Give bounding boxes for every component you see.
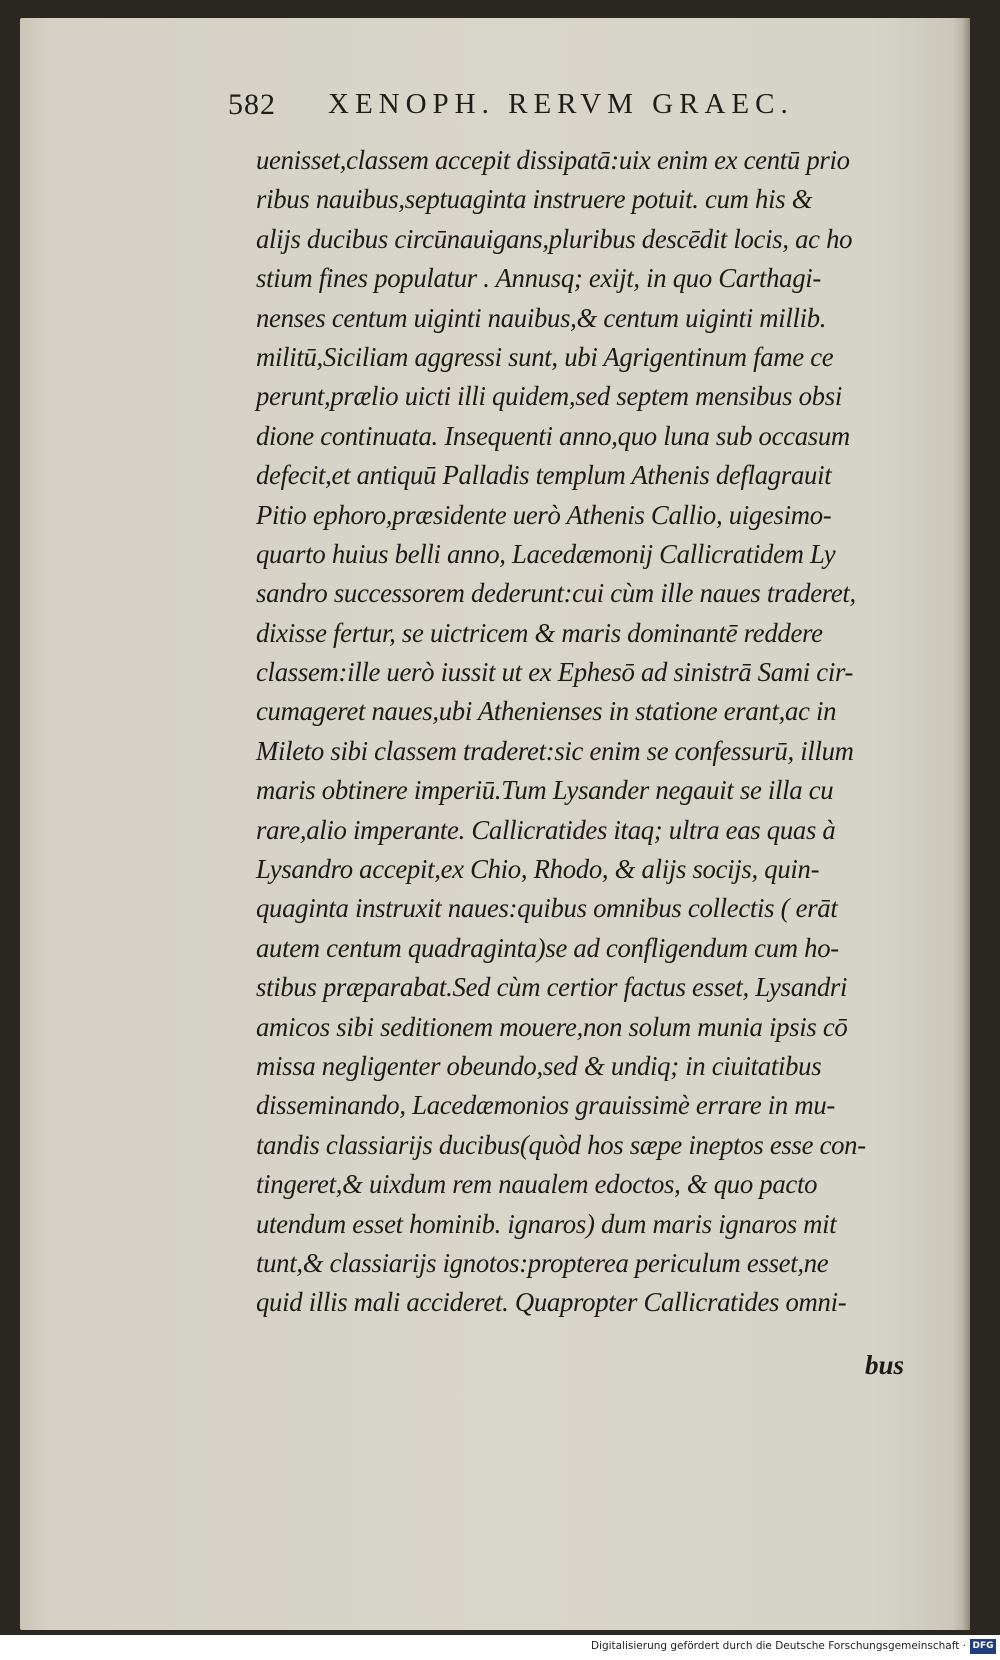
text-line: sandro successorem dederunt:cui cùm ille naues traderet, [256,577,856,609]
text-line: perunt,prælio uicti illi quidem,sed septem mensibus obsi [256,380,842,412]
text-line: dione continuata. Insequenti anno,quo luna sub occasum [256,419,850,451]
text-line: uenisset,classem accepit dissipatā:uix enim ex centū prio [256,144,850,175]
text-line: Pitio ephoro,præsidente uerò Athenis Callio, uigesimo- [256,498,832,530]
text-line: amicos sibi seditionem mouere,non solum munia ipsis cō [256,1010,848,1042]
body-text [256,140,936,1322]
text-line: tandis classiarijs ducibus(quòd hos sæpe ineptos esse con- [256,1128,866,1160]
catchword: bus [865,1350,905,1380]
page-number: 582 [228,88,276,121]
text-line: militū,Siciliam aggressi sunt, ubi Agrigentinum fame ce [256,340,834,372]
running-head: XENOPH. RERVM GRAEC. [328,88,794,120]
text-line: Mileto sibi classem traderet:sic enim se confessurū, illum [256,734,854,766]
text-line: cumageret naues,ubi Athenienses in statione erant,ac in [256,695,837,727]
text-line: maris obtinere imperiū.Tum Lysander negauit se illa cu [256,774,834,806]
text-line: tingeret,& uixdum rem naualem edoctos, & quo pacto [256,1168,818,1200]
text-line: missa negligenter obeundo,sed & undiq; in ciuitatibus [256,1049,822,1081]
text-line: quid illis mali accideret. Quapropter Callicratides omni- [256,1286,847,1318]
text-line: quarto huius belli anno, Lacedæmonij Callicratidem Ly [256,537,836,569]
funding-note: Digitalisierung gefördert durch die Deutsche Forschungsgemeinschaft · [590,1640,966,1652]
text-line: nenses centum uiginti nauibus,& centum uiginti millib. [256,301,827,333]
text-line: utendum esset hominib. ignaros) dum maris ignaros mit [256,1207,837,1239]
text-line: defecit,et antiquū Palladis templum Athenis deflagrauit [256,459,832,491]
digitization-footer [0,1635,1000,1660]
text-line: stibus præparabat.Sed cùm certior factus esset, Lysandri [256,971,848,1003]
page-edge [952,18,970,1630]
text-line: ribus nauibus,septuaginta instruere potuit. cum his & [256,183,813,215]
text-line: dixisse fertur, se uictricem & maris dominantē reddere [256,616,823,648]
text-line: tunt,& classiarijs ignotos:propterea periculum esset,ne [256,1246,829,1278]
text-line: alijs ducibus circūnauigans,pluribus descēdit locis, ac ho [256,222,853,254]
dfg-logo-icon: DFG [970,1639,996,1654]
text-line: Lysandro accepit,ex Chio, Rhodo, & alijs socijs, quin- [256,853,820,885]
text-line: stium fines populatur . Annusq; exijt, in quo Carthagi- [256,262,822,294]
text-line: classem:ille uerò iussit ut ex Ephesō ad sinistrā Sami cir- [256,656,854,688]
text-line: disseminando, Lacedæmonios grauissimè errare in mu- [256,1089,836,1121]
page-header [228,88,848,132]
text-line: autem centum quadraginta)se ad confligendum cum ho- [256,931,839,963]
text-line: quaginta instruxit naues:quibus omnibus collectis ( erāt [256,892,838,924]
text-line: rare,alio imperante. Callicratides itaq; ultra eas quas à [256,813,836,845]
